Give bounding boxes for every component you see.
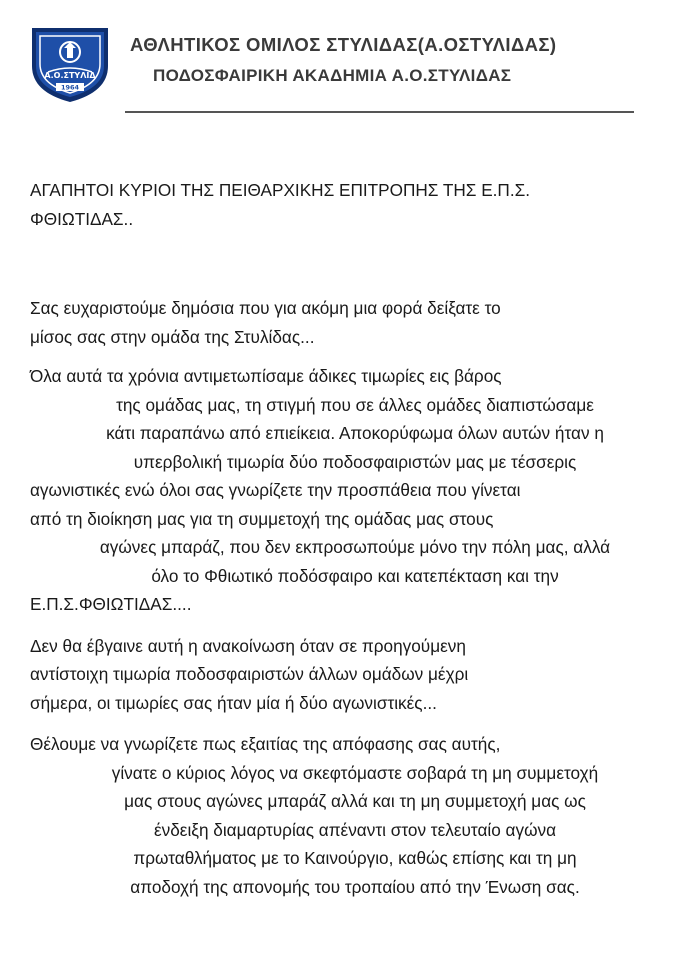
text-line: της ομάδας μας, τη στιγμή που σε άλλες ομάδες διαπιστώσαμε	[116, 394, 594, 415]
salutation-line: ΑΓΑΠΗΤΟΙ ΚΥΡΙΟΙ ΤΗΣ ΠΕΙΘΑΡΧΙΚΗΣ ΕΠΙΤΡΟΠΗΣ ΤΗΣ Ε.Π.Σ.	[30, 180, 531, 200]
salutation	[30, 176, 680, 238]
logo-text: Α.Ο.ΣΤΥΛΙΔ	[44, 71, 96, 80]
club-logo	[26, 22, 114, 106]
text-line: Όλα αυτά τα χρόνια αντιμετωπίσαμε άδικες τιμωρίες εις βάρος	[30, 366, 502, 386]
text-line: σήμερα, οι τιμωρίες σας ήταν μία ή δύο αγωνιστικές...	[30, 692, 437, 713]
paragraph-penalties	[30, 362, 680, 619]
text-line: Δεν θα έβγαινε αυτή η ανακοίνωση όταν σε προηγούμενη	[30, 635, 466, 656]
paragraph-protest	[30, 730, 680, 901]
text-line: κάτι παραπάνω από επιείκεια. Αποκορύφωμα όλων αυτών ήταν η	[106, 423, 604, 443]
text-line: μας στους αγώνες μπαράζ αλλά και τη μη συμμετοχή μας ως	[124, 791, 586, 811]
salutation-line: ΦΘΙΩΤΙΔΑΣ..	[30, 208, 134, 229]
club-crest-icon	[26, 22, 114, 106]
text-line: όλο το Φθιωτικό ποδόσφαιρο και κατεπέκταση και την	[151, 565, 559, 586]
organization-name: ΑΘΛΗΤΙΚΟΣ ΟΜΙΛΟΣ ΣΤΥΛΙΔΑΣ(Α.ΟΣΤΥΛΙΔΑΣ)	[130, 34, 557, 55]
text-line: αντίστοιχη τιμωρία ποδοσφαιριστών άλλων ομάδων μέχρι	[30, 664, 469, 684]
paragraph-thanks	[30, 294, 680, 351]
text-line: αποδοχή της απονομής του τροπαίου από την Ένωση σας.	[130, 876, 580, 897]
text-line: ένδειξη διαμαρτυρίας απέναντι στον τελευταίο αγώνα	[153, 819, 557, 840]
letterhead	[0, 0, 700, 130]
text-line: μίσος σας στην ομάδα της Στυλίδας...	[30, 326, 315, 347]
text-line: υπερβολική τιμωρία δύο ποδοσφαιριστών μας με τέσσερις	[133, 451, 577, 472]
letter-body	[30, 176, 680, 901]
academy-name: ΠΟΔΟΣΦΑΙΡΙΚΗ ΑΚΑΔΗΜΙΑ Α.Ο.ΣΤΥΛΙΔΑΣ	[153, 66, 512, 85]
paragraph-announcement	[30, 632, 680, 718]
text-line: Θέλουμε να γνωρίζετε πως εξαιτίας της απόφασης σας αυτής,	[30, 734, 501, 754]
header-divider	[125, 111, 634, 113]
text-line: γίνατε ο κύριος λόγος να σκεφτόμαστε σοβαρά τη μη συμμετοχή	[111, 762, 599, 783]
text-line: Σας ευχαριστούμε δημόσια που για ακόμη μια φορά δείξατε το	[30, 298, 501, 318]
logo-year: 1964	[60, 83, 80, 92]
text-line: αγώνες μπαράζ, που δεν εκπροσωπούμε μόνο την πόλη μας, αλλά	[99, 537, 611, 557]
text-line: αγωνιστικές ενώ όλοι σας γνωρίζετε την προσπάθεια που γίνεται	[30, 480, 521, 500]
text-line: Ε.Π.Σ.ΦΘΙΩΤΙΔΑΣ....	[30, 594, 192, 614]
text-line: από τη διοίκηση μας για τη συμμετοχή της ομάδας μας στους	[30, 508, 494, 529]
text-line: πρωταθλήματος με το Καινούργιο, καθώς επίσης και τη μη	[133, 848, 577, 868]
